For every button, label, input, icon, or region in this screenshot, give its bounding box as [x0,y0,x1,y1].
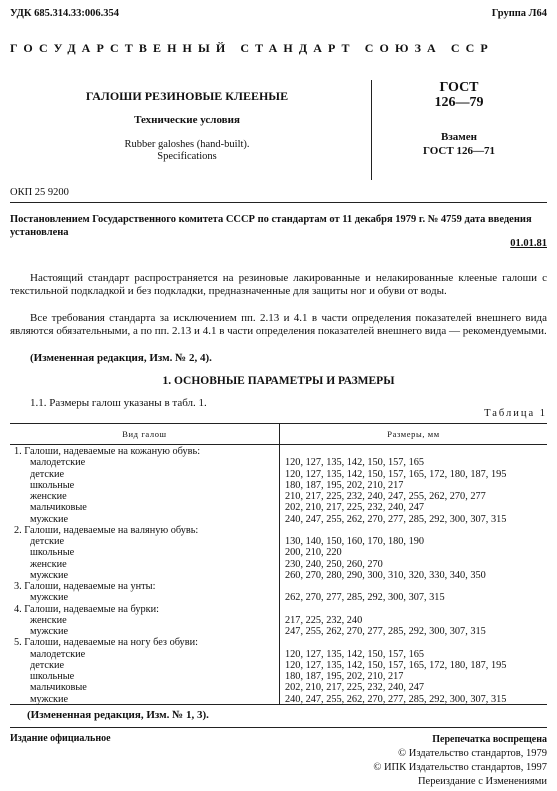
udk-code: УДК 685.314.33:006.354 [10,8,119,19]
row-sizes: 210, 217, 225, 232, 240, 247, 255, 262, 270, 277 [285,491,486,502]
table-row [10,660,547,671]
gost-label: ГОСТ [439,80,479,95]
row-sizes: 120, 127, 135, 142, 150, 157, 165 [285,457,425,469]
table-header-sizes: Размеры, мм [387,429,440,439]
publication-info [373,733,547,789]
row-type: школьные [30,479,75,491]
row-type: мужские [30,626,69,637]
table-row [10,570,547,581]
row-sizes: 247, 255, 262, 270, 277, 285, 292, 300, 307, 315 [285,626,486,637]
row-type: 1. Галоши, надеваемые на кожаную обувь: [14,446,201,457]
table-row [10,694,547,705]
paragraph-1-1: 1.1. Размеры галош указаны в табл. 1. [30,397,207,409]
table-row [10,559,547,570]
document-title: ГАЛОШИ РЕЗИНОВЫЕ КЛЕЕНЫЕ [85,89,289,103]
gost-designation [371,80,547,110]
table-row [10,604,547,615]
table-row [10,581,547,592]
replaces-block [371,130,547,158]
paragraph-requirements: Все требования стандарта за исключением пп. 2.13 и 4.1 в части определения показателей внешнего вида являются обязательными, а по пп. 2.13 и 4.1 в части определения показателей внешнего вида — рекомендуемыми. [10,312,547,338]
row-sizes: 202, 210, 217, 225, 232, 240, 247 [285,682,425,694]
english-title-line1: Rubber galoshes (hand-built). [124,139,250,150]
row-type: мальчиковые [30,502,87,514]
row-sizes: 180, 187, 195, 202, 210, 217 [285,671,404,682]
table-row [10,446,547,457]
section-title: 1. ОСНОВНЫЕ ПАРАМЕТРЫ И РАЗМЕРЫ [162,375,395,387]
paragraph-scope: Настоящий стандарт распространяется на резиновые лакированные и нелакированные клееные галоши с текстильной подкладкой и без подкладки, предназначенные для защиты ног и обуви от воды. [10,272,547,298]
table-row [10,682,547,693]
table-row [10,547,547,558]
row-type: детские [30,468,65,480]
english-title-line2: Specifications [157,151,217,162]
row-sizes: 130, 140, 150, 160, 170, 180, 190 [285,536,425,547]
row-sizes: 120, 127, 135, 142, 150, 157, 165, 172, 180, 187, 195 [285,468,507,480]
gost-number: 126—79 [434,95,484,110]
table-row [10,502,547,513]
decree-text: Постановлением Государственного комитета СССР по стандартам от 11 декабря 1979 г. № 4759 дата введения установлена [10,214,532,238]
table-row [10,637,547,648]
row-sizes: 180, 187, 195, 202, 210, 217 [285,479,404,491]
amendment-note-2: (Измененная редакция, Изм. № 1, 3). [27,709,209,721]
row-type: 2. Галоши, надеваемые на валяную обувь: [14,524,199,536]
state-standard-heading: ГОСУДАРСТВЕННЫЙ СТАНДАРТ СОЮЗА ССР [10,41,494,55]
row-type: малодетские [30,648,86,660]
row-type: 4. Галоши, надеваемые на бурки: [14,603,160,615]
row-type: мальчиковые [30,682,87,694]
row-type: мужские [30,513,69,525]
row-type: 5. Галоши, надеваемые на ногу без обуви: [14,637,198,649]
copyright-1997: © ИПК Издательство стандартов, 1997 [373,762,547,773]
reissue-note: Переиздание с Изменениями [417,776,547,787]
amendment-note-1: (Измененная редакция, Изм. № 2, 4). [30,352,212,364]
row-type: женские [30,558,67,570]
row-type: школьные [30,671,75,682]
row-sizes: 120, 127, 135, 142, 150, 157, 165, 172, 180, 187, 195 [285,659,507,671]
row-type: мужские [30,693,69,705]
table-caption: Таблица 1 [484,408,547,419]
okp-code: ОКП 25 9200 [10,187,69,198]
table-row [10,671,547,682]
row-type: малодетские [30,457,86,469]
table-row [10,491,547,502]
footer-divider [10,727,547,728]
row-sizes: 260, 270, 280, 290, 300, 310, 320, 330, 340, 350 [285,569,486,581]
table-header-type: Вид галош [122,429,167,439]
row-sizes: 202, 210, 217, 225, 232, 240, 247 [285,502,425,514]
row-sizes: 230, 240, 250, 260, 270 [285,558,383,570]
table-row [10,457,547,468]
replaces-label: Взамен [441,131,477,143]
group-code: Группа Л64 [491,8,547,19]
document-subtitle: Технические условия [134,114,240,126]
table-row [10,536,547,547]
copyright-1979: © Издательство стандартов, 1979 [398,748,547,759]
row-type: женские [30,614,67,626]
row-type: детские [30,659,65,671]
row-type: школьные [30,547,75,559]
table-row [10,626,547,637]
table-row [10,469,547,480]
row-type: 3. Галоши, надеваемые на унты: [14,581,156,592]
row-sizes: 240, 247, 255, 262, 270, 277, 285, 292, 300, 307, 315 [285,513,507,525]
table-row [10,592,547,603]
reprint-notice: Перепечатка воспрещена [432,734,547,745]
table-row [10,514,547,525]
row-sizes: 240, 247, 255, 262, 270, 277, 285, 292, 300, 307, 315 [285,693,507,705]
table-row [10,615,547,626]
row-type: мужские [30,592,69,604]
row-type: мужские [30,569,69,581]
row-type: детские [30,536,65,547]
row-type: женские [30,491,67,502]
row-sizes: 262, 270, 277, 285, 292, 300, 307, 315 [285,592,445,604]
divider-line [10,202,547,203]
english-title [10,139,364,163]
replaces-number: ГОСТ 126—71 [423,145,495,157]
row-sizes: 200, 210, 220 [285,547,342,559]
row-sizes: 120, 127, 135, 142, 150, 157, 165 [285,648,425,660]
table-row [10,480,547,491]
table-row [10,525,547,536]
effective-date: 01.01.81 [510,238,547,249]
table-row [10,649,547,660]
row-sizes: 217, 225, 232, 240 [285,614,363,626]
official-edition: Издание официальное [10,733,111,744]
